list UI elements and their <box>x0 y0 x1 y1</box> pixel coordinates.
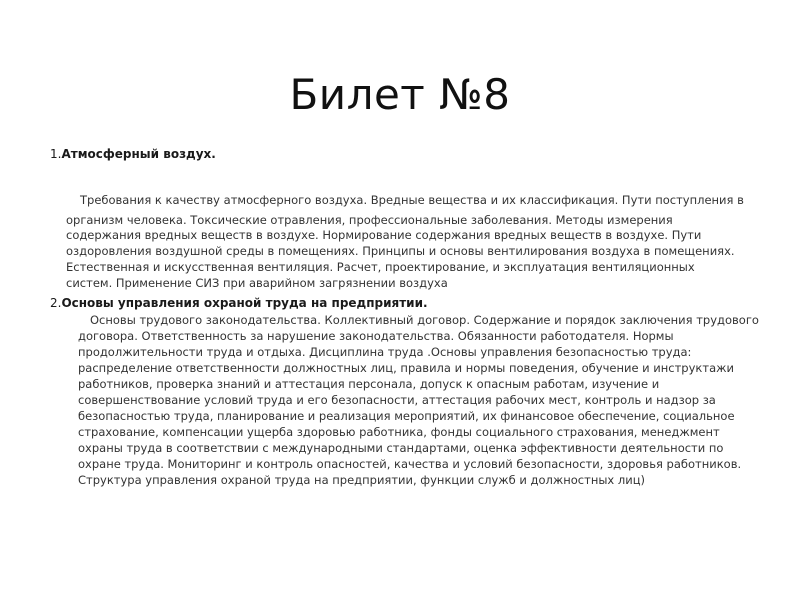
section-2-line: страхование, компенсации ущерба здоровью работника, фонды социального страхования, менеджмент <box>78 425 720 439</box>
section-1-line: Естественная и искусственная вентиляция. Расчет, проектирование, и эксплуатация вентиляционных <box>66 260 695 274</box>
section-2-line: Структура управления охраной труда на предприятии, функции служб и должностных лиц) <box>78 473 646 487</box>
section-2-line: безопасностью труда, планирование и реализация мероприятий, их финансовое обеспечение, социальное <box>78 409 735 423</box>
section-1-line: оздоровления воздушной среды в помещениях. Принципы и основы вентилирования воздуха в помещениях. <box>66 244 735 258</box>
section-1-title: Атмосферный воздух. <box>61 147 216 161</box>
section-2-line: охраны труда в соответствии с международными стандартами, оценка эффективности деятельности по <box>78 441 724 455</box>
section-1-line: Требования к качеству атмосферного воздуха. Вредные вещества и их классификация. Пути поступления в <box>80 193 744 207</box>
section-2-line: охране труда. Мониторинг и контроль опасностей, качества и условий безопасности, здоровья работников. <box>78 457 742 471</box>
section-2-heading <box>50 296 428 310</box>
section-2-line: работников, проверка знаний и аттестация персонала, допуск к опасным работам, изучение и <box>78 377 660 391</box>
section-2-number: 2. <box>50 296 62 310</box>
section-1-heading <box>50 147 216 161</box>
section-2-line: продолжительности труда и отдыха. Дисциплина труда .Основы управления безопасностью труда: <box>78 345 692 359</box>
section-1-line: содержания вредных веществ в воздухе. Нормирование содержания вредных веществ в воздухе. Пути <box>66 228 702 242</box>
section-1-line: систем. Применение СИЗ при аварийном загрязнении воздуха <box>66 276 448 290</box>
section-2-line: Основы трудового законодательства. Коллективный договор. Содержание и порядок заключения трудового <box>90 313 759 327</box>
section-2-line: распределение ответственности должностных лиц, правила и нормы поведения, обучение и инструктажи <box>78 361 734 375</box>
page-title: Билет №8 <box>289 70 511 120</box>
section-1-number: 1. <box>50 147 62 161</box>
section-2-line: совершенствование условий труда и его безопасности, аттестация рабочих мест, контроль и надзор за <box>78 393 716 407</box>
section-2-line: договора. Ответственность за нарушение законодательства. Обязанности работодателя. Нормы <box>78 329 674 343</box>
section-1-line: организм человека. Токсические отравления, профессиональные заболевания. Методы измерения <box>66 213 673 227</box>
section-2-title: Основы управления охраной труда на предприятии. <box>61 296 428 310</box>
